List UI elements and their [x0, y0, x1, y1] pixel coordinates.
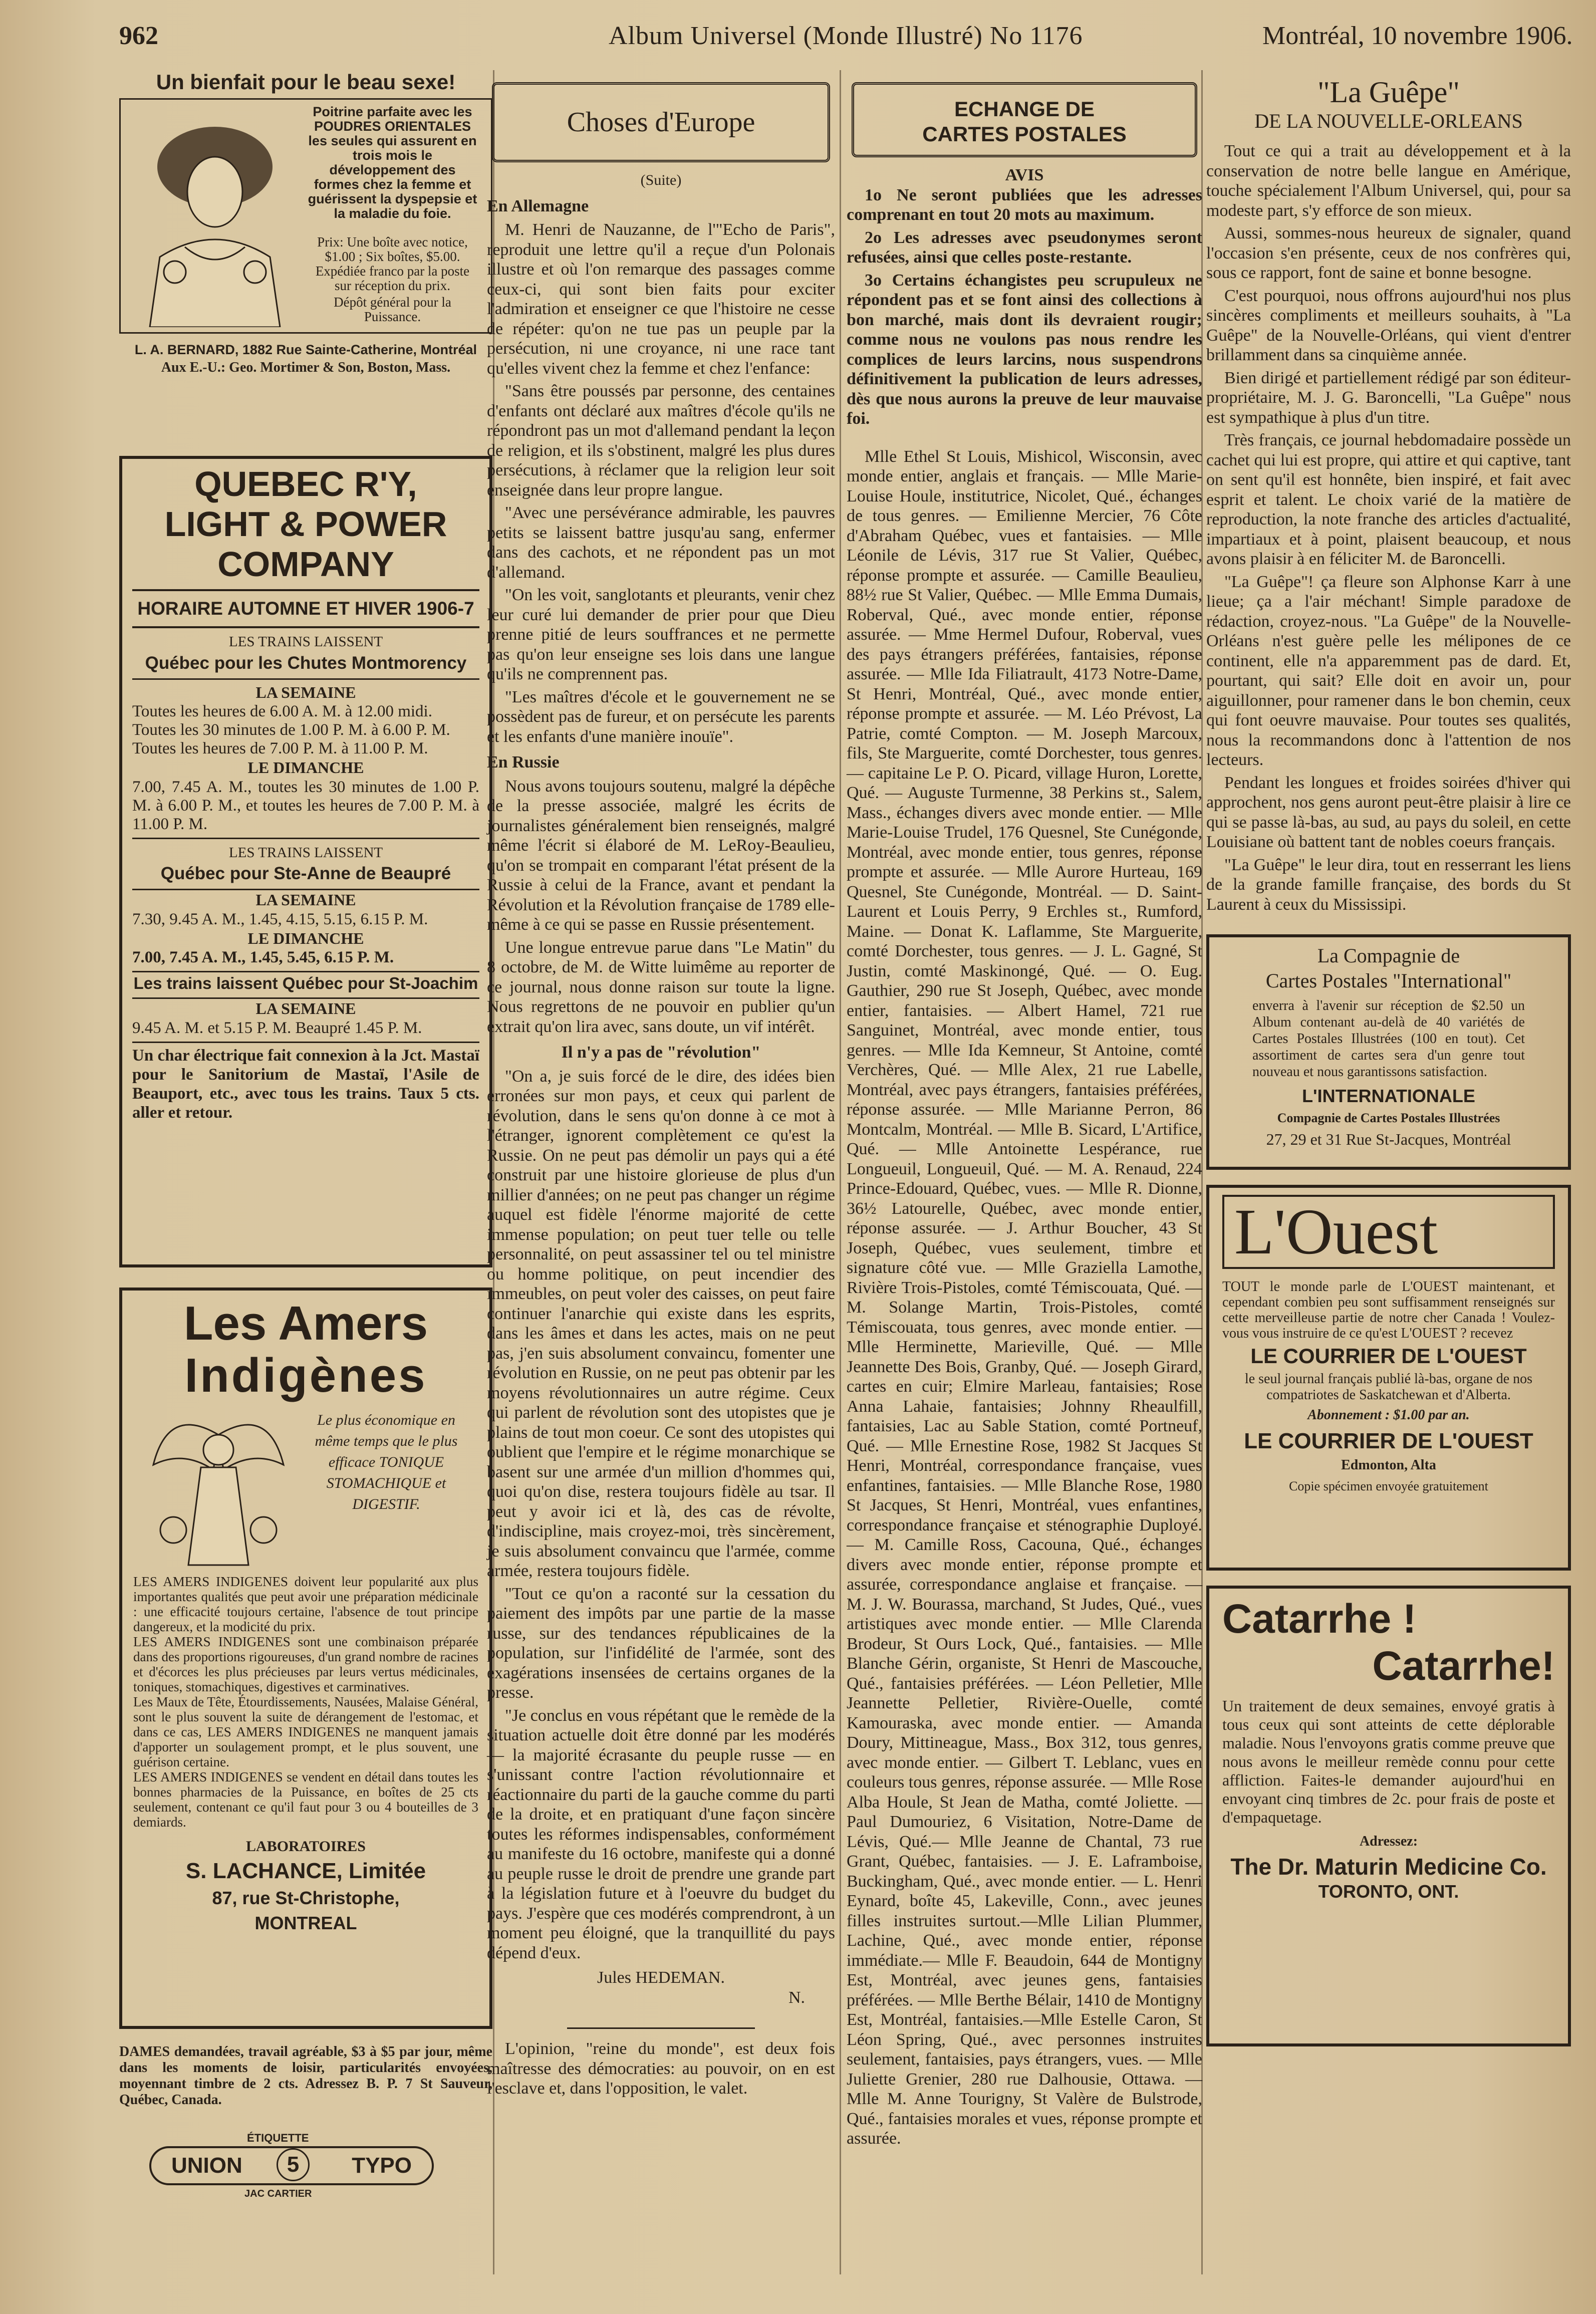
semaine-label: LA SEMAINE — [255, 891, 356, 909]
ouest-abonnement: Abonnement : $1.00 par an. — [1307, 1407, 1470, 1423]
cie-title-2: Cartes Postales "International" — [1265, 969, 1512, 992]
amers-company: S. LACHANCE, Limitée — [185, 1858, 426, 1883]
catarrhe-adressez: Adressez: — [1359, 1834, 1418, 1849]
ouest-text: TOUT le monde parle de L'OUEST maintenant, et cependant combien peu sont suffisamment renseignés sur cette merveilleuse partie de notre cher Canada ! Voulez-vous vous instruire de ce qu'est L'OUEST ? recevez — [1222, 1279, 1555, 1341]
amers-title-1: Les Amers — [183, 1297, 428, 1350]
paragraph: M. Henri de Nauzanne, de l'"Echo de Paris", reproduit une lettre qu'il a reçue d'un Polonais illustre et où l'on remarque des passages comme ceux-ci, qui sont bien faits pour exciter l'admiration et enseigner ce que l'histoire ne cesse de répéter: qu'on ne tue pas un peuple par la persécution, ni une croyance, ni une race tant qu'elles vivent chez la femme et chez l'enfance: — [487, 220, 835, 378]
column-la-guepe — [1206, 70, 1571, 2046]
ouest-ad — [1206, 1185, 1571, 1571]
schedule-line: Toutes les 30 minutes de 1.00 P. M. à 6.00 P. M. — [132, 721, 450, 739]
signature: Jules HEDEMAN. — [597, 1968, 725, 1987]
paragraph: Nous avons toujours soutenu, malgré la dépêche de la presse associée, malgré les écrits de journalistes généralement bien renseignés, malgré même l'écrit si élaboré de M. LeRoy-Beaulieu, qu'on se trompait en comparant l'état présent de la Russie à celui de la France, avant et pendant la Révolution et la Révolution française de 1789 elle-même à ce qui se passe en Russie présentement. — [487, 777, 835, 934]
union-label-left: UNION — [171, 2153, 242, 2178]
union-label-bottom: JAC CARTIER — [244, 2188, 312, 2199]
paragraph: Une longue entrevue parue dans "Le Matin" du 8 octobre, de M. de Witte luimême au reporter de ce journal, nous donne raison sur toute la ligne. Nous regrettons de ne pouvoir en publier qu'un extrait qu'on lira avec, sans doute, un vif intérêt. — [487, 938, 835, 1036]
amers-title-2: Indigènes — [184, 1349, 427, 1402]
bienfait-address: L. A. BERNARD, 1882 Rue Sainte-Catherine, Montréal — [134, 342, 477, 357]
signature: N. — [788, 1988, 805, 2007]
quebec-title-3: COMPANY — [132, 544, 479, 591]
union-label — [119, 2128, 492, 2203]
guepe-subtitle: DE LA NOUVELLE-ORLEANS — [1254, 110, 1523, 132]
schedule-line: Toutes les heures de 7.00 P. M. à 11.00 P. M. — [132, 739, 428, 757]
cie-address: 27, 29 et 31 Rue St-Jacques, Montréal — [1266, 1130, 1511, 1148]
cartes-title-1: ECHANGE DE — [954, 97, 1095, 121]
paragraph: Très français, ce journal hebdomadaire possède un cachet qui lui est propre, qui attire et qui captive, tant on sent qu'il est honnête, bien inspiré, et fait avec esprit et talent. Le choix varié de la matière de reproduction, la note franche des articles d'actualité, impartiaux et à point, plaisent beaucoup, et nous avons plaisir à en féliciter M. de Baroncelli. — [1206, 431, 1571, 568]
section-heading: Il n'y a pas de "révolution" — [561, 1043, 761, 1062]
bienfait-description: Poitrine parfaite avec les POUDRES ORIENTALES les seules qui assurent en trois mois le développement des formes chez la femme et guérissent la dyspepsie et la maladie du foie. — [308, 104, 477, 221]
column-rule — [840, 70, 841, 2274]
catarrhe-title-1: Catarrhe ! — [1222, 1596, 1417, 1642]
cie-name: L'INTERNATIONALE — [1302, 1086, 1475, 1106]
union-label-right: TYPO — [352, 2153, 412, 2178]
paragraph: "On a, je suis forcé de le dire, des idées bien erronées sur mon pays, et ceux qui parlent de révolution, dans le sens qu'on donne à ce mot à l'étranger, ignorent complètement ce qu'est la Russie. On ne peut pas démolir un pays qui a été construit par une histoire glorieuse de plus d'un millier d'années; on ne peut pas changer un régime auquel est fidèle l'énorme majorité de cette immense population; on peut tuer telle ou telle personnalité, on peut assassiner tel ou tel ministre ou homme politique, on peut incendier des immeubles, on peut voler des caisses, on peut faire continuer l'anarchie qui existe dans les esprits, dans les âmes et dans les actes, mais on ne peut pas, j'en suis absolument convaincu, fomenter une révolution en Russie, on ne peut pas obtenir par les moyens révolutionnaires un autre régime. Ceux qui parlent de révolution sont des utopistes que je plains de tout mon coeur. Ce sont des utopistes qui oublient que l'empire et le régime monarchique se basent sur une armée d'un million d'hommes qui, quoi qu'on dise, restera toujours fidèle au tsar. Il peut y avoir ici et là, des cas de révolte, d'indiscipline, mais croyez-moi, très sincèrement, je suis absolument convaincu que l'armée, comme armée, restera toujours fidèle. — [487, 1067, 835, 1580]
amers-paragraph: LES AMERS INDIGENES sont une combinaison préparée dans des proportions rigoureuses, d'un grand nombre de racines et d'écorces les plus précieuses par leurs vertus médicinales, toniques, stomachiques, digestives et carminatives. — [133, 1634, 478, 1694]
amers-lab: LABORATOIRES — [246, 1838, 366, 1855]
dimanche-label: LE DIMANCHE — [247, 758, 364, 777]
paragraph: "La Guêpe" le leur dira, tout en resserrant les liens de la grande famille française, des bords du St Laurent à ceux du Mississipi. — [1206, 855, 1571, 914]
exchange-listings: Mlle Ethel St Louis, Mishicol, Wisconsin, avec monde entier, anglais et français. — Mlle Marie-Louise Houle, institutrice, Nicolet, Qué., échanges de tous genres. — Emilienne Mercier, 76 Côte d'Abraham Québec, vues et fantaisies. — Mlle Léonile de Lévis, 317 rue St Valier, Québec, réponse prompte et assurée. — Camille Beaulieu, 88½ rue St Valier, Québec. — Mlle Emma Dumais, Roberval, Qué., avec monde entier, réponse assurée. — Mme Hermel Dufour, Roberval, vues des pays étrangers préférées, fantaisies, réponse assurée. — Mlle Ida Filiatrault, 4173 Notre-Dame, St Henri, Montréal, Qué., avec monde entier, réponse prompte et assurée. — M. Léo Prévost, La Patrie, comté Compton. — M. Joseph Marcoux, fils, Ste Marguerite, comté Dorchester, tous genres. — capitaine Le P. O. Picard, village Huron, Lorette, Qué. — Auguste Turmenne, 38 Perkins st., Salem, Mass., échanges divers avec monde entier. — Mlle Marie-Louise Trudel, 176 Quesnel, Ste Cunégonde, Montréal, avec monde entier, tous genres, réponse prompte et assurée. — Mlle Aurore Hurteau, 169 Quesnel, Ste Cunégonde, Montréal. — D. Saint-Laurent et Louis Perry, 9 Erchles st., Rumford, Maine. — Donat K. Laflamme, Ste Marguerite, comté Dorchester, tous genres. — J. L. Gagné, St Justin, comté Maskinongé, Qué. — O. Eug. Gauthier, 290 rue St Joseph, Québec, avec monde entier, fantaisies. — Albert Hamel, 721 rue Sanguinet, Montréal, avec monde entier, tous genres. — Mlle Ida Kemneur, St Antoine, comté Verchères, Qué. — Mlle Alex, 21 rue Labelle, Montréal, avec pays étrangers, fantaisies préférées, réponse assurée. — Mlle Marianne Perron, 86 Montcalm, Montréal. — Mlle B. Sicard, L'Artifice, Qué. — Mlle Antoinette Lespérance, rue Longueuil, Longueuil, Qué. — M. A. Renaud, 224 Prince-Edouard, Québec, vues. — Mlle R. Dionne, 36½ Latourelle, Québec, avec monde entier, réponse assurée. — J. Arthur Boucher, 43 St Joseph, Québec, vues seulement, timbre et signature côté vue. — Mlle Graziella Lamothe, Rivière Trois-Pistoles, comté Témiscouata, Qué. — M. Solange Martin, Trois-Pistoles, comté Témiscouata, tous genres, avec monde entier. — Mlle Herminette, Marieville, Qué. — Mlle Jeannette Des Bois, Granby, Qué. — Joseph Girard, cartes en cuir; Elmire Marleau, fantaisies; Rose Anna Lahaie, fantaisies; Johnny Rheaulfill, fantaisies, Lac au Sable Station, comté Portneuf, Qué. — Mlle Ernestine Rose, 1982 St Jacques St Henri, Montréal, correspondance française, vues enfantines, fantaisies. — Mlle Blanche Rose, 1980 St Jacques, St Henri, Montréal, vues enfantines, correspondance française et sténographie Duployé. — M. Camille Ross, Cacouna, Qué., échanges divers avec monde entier, réponse prompte et assurée, correspondance anglaise et française. — M. J. W. Bourassa, marchand, St Judes, Qué., vues artistiques avec monde entier. — Mlle Clarenda Brodeur, St Ours Lock, Qué., fantaisies. — Mlle Blanche Gérin, organiste, St Henri de Mascouche, Qué., fantaisies préférées. — Léon Pelletier, Mlle Jeannette Pelletier, Rivière-Ouelle, comté Kamouraska, avec monde entier. — Amanda Doury, Mittineague, Mass., Box 312, tous genres, avec monde entier. — Gilbert T. Leblanc, vues en couleurs tous genres, réponse assurée. — Mlle Rose Alba Houle, St Jean de Matha, comté Joliette. — Paul Dumouriez, 6 Visitation, Notre-Dame de Lévis, Qué.— Mlle Jeanne de Chantal, 73 rue Grant, Québec, fantaisies. — J. E. Laframboise, Buckingham, Qué., avec monde entier. — L. Henri Eynard, boîte 45, Lakeville, Conn., avec jeunes filles instruites surtout.—Mlle Lilian Plummer, Lachine, Qué., avec monde entier, réponse immédiate.— Mlle F. Beaudoin, 644 de Montigny Est, Montréal, avec jeunes gens, fantaisies préférées. — Mlle Berthe Bélair, 1410 de Montigny Est, Montréal, fantaisies.—Mlle Estelle Caron, St Léon Spring, Qué., avec personnes instruites seulement, fantaisies, pays étrangers, vues. — Mlle Juliette Grenier, 280 rue Dalhousie, Ottawa. — Mlle M. Anne Tourigny, St Valère de Bulstrode, Qué., fantaisies morales et vues, réponse prompte et assurée. — [847, 447, 1202, 2148]
dest-montmorency: Québec pour les Chutes Montmorency — [132, 652, 479, 680]
union-label-top: ÉTIQUETTE — [247, 2132, 309, 2144]
schedule-line: 7.00, 7.45 A. M., 1.45, 5.45, 6.15 P. M. — [132, 948, 479, 972]
issue-date: Montréal, 10 novembre 1906. — [1262, 22, 1573, 50]
publication-title: Album Universel (Monde Illustré) No 1176 — [609, 22, 1083, 50]
section-heading: En Russie — [487, 753, 560, 772]
catarrhe-title-2: Catarrhe! — [1372, 1643, 1555, 1689]
paragraph: C'est pourquoi, nous offrons aujourd'hui nos plus sincères compliments et meilleurs souhaits, à "La Guêpe" de la Nouvelle-Orléans, qui vient d'entrer brillamment dans sa cinquième année. — [1206, 286, 1571, 364]
amers-ad — [119, 1288, 492, 2029]
quebec-railway-ad — [119, 456, 492, 1267]
ouest-title: L'Ouest — [1222, 1195, 1555, 1269]
bienfait-box — [119, 98, 492, 334]
dest-st-joachim: Les trains laissent Québec pour St-Joachim — [132, 972, 479, 999]
quebec-footer: Un char électrique fait connexion à la Jct. Mastaï pour le Sanitorium de Mastaï, l'Asile de Beauport, etc., avec tous les trains. Taux 5 cts. aller et retour. — [132, 1046, 479, 1122]
paragraph: "Les maîtres d'école et le gouvernement ne se possèdent pas de fureur, et on persécute les parents et les enfants d'une manière inouïe". — [487, 687, 835, 746]
quebec-title-1: QUEBEC R'Y, — [194, 464, 417, 503]
bienfait-ad — [119, 70, 492, 411]
schedule-line: 9.45 A. M. et 5.15 P. M. Beaupré 1.45 P. M. — [132, 1019, 479, 1043]
quebec-horaire: HORAIRE AUTOMNE ET HIVER 1906-7 — [132, 591, 479, 628]
paragraph: Aussi, sommes-nous heureux de signaler, quand l'occasion s'en présente, ceux de nos confrères qui, sous ce rapport, font de saine et bonne besogne. — [1206, 224, 1571, 282]
schedule-line: Toutes les heures de 6.00 A. M. à 12.00 midi. — [132, 702, 432, 720]
section-heading: En Allemagne — [487, 196, 589, 215]
quebec-title-2: LIGHT & POWER — [164, 504, 447, 544]
article-suite: (Suite) — [640, 172, 682, 188]
amers-paragraph: LES AMERS INDIGENES doivent leur popularité aux plus importantes qualités que peut avoir une préparation médicinale : une efficacité toujours certaine, l'absence de tout principe dangereux, et la modicité du prix. — [133, 1574, 478, 1634]
schedule-line: 7.00, 7.45 A. M., toutes les 30 minutes de 1.00 P. M. à 6.00 P. M., et toutes les heures de 7.00 P. M. à 11.00 P. M. — [132, 778, 479, 839]
paragraph: "La Guêpe"! ça fleure son Alphonse Karr à une lieue; ça a l'air méchant! Simple paradoxe de rédaction, croyez-nous. "La Guêpe" de la Nouvelle-Orléans n'est guère pelle les mélipones de ce continent, elle n'a apparemment pas de dard. Et, pourtant, qui sait? Elle doit en avoir un, pour aiguillonner, pour ramener dans le bon chemin, ceux qui font oeuvre mauvaise. Pour toutes ses qualités, nous la recommandons donc à l'attention de nos lecteurs. — [1206, 572, 1571, 769]
ouest-name: LE COURRIER DE L'OUEST — [1250, 1344, 1527, 1368]
woman-portrait-icon — [130, 107, 300, 327]
international-ad — [1206, 934, 1571, 1170]
paragraph: L'opinion, "reine du monde", est deux fois maîtresse des démocraties: au pouvoir, on en est l'esclave et, dans l'opposition, le valet. — [487, 2039, 835, 2098]
avis-rule: 3o Certains échangistes peu scrupuleux ne répondent pas et se font ainsi des collections à bon marché, mais dont ils devraient rougir; comme nous ne voulons pas nous rendre les complices de leurs larcins, nous suspendrons définitivement la publication de leurs adresses, dès que nous aurons la preuve de leur mauvaise foi. — [847, 271, 1202, 428]
paragraph: Tout ce qui a trait au développement et à la conservation de notre belle langue en Amérique, touche spécialement l'Album Universel, qui, pour sa modeste part, s'y efforce de son mieux. — [1206, 142, 1571, 220]
amers-street: 87, rue St-Christophe, — [212, 1887, 400, 1908]
schedule-line: 7.30, 9.45 A. M., 1.45, 4.15, 5.15, 6.15 P. M. — [132, 910, 428, 928]
ouest-sub: le seul journal français publié là-bas, organe de nos compatriotes de Saskatchewan et d'Alberta. — [1244, 1371, 1533, 1403]
dimanche-label: LE DIMANCHE — [247, 929, 364, 947]
column-cartes-postales — [847, 70, 1202, 2152]
avis-rule: 1o Ne seront publiées que les adresses comprenant en tout 20 mots au maximum. — [847, 185, 1202, 224]
bienfait-price: Prix: Une boîte avec notice, $1.00 ; Six boîtes, $5.00. Expédiée franco par la poste sur réception du prix. — [315, 234, 470, 293]
catarrhe-company: The Dr. Maturin Medicine Co. — [1230, 1853, 1547, 1880]
trains-leave-2: LES TRAINS LAISSENT — [228, 844, 383, 861]
paragraph: Bien dirigé et partiellement rédigé par son éditeur-propriétaire, M. J. G. Baroncelli, "La Guêpe" nous est sympathique à plus d'un titre. — [1206, 368, 1571, 427]
cie-title-1: La Compagnie de — [1317, 944, 1460, 967]
catarrhe-city: TORONTO, ONT. — [1318, 1881, 1459, 1902]
amers-paragraph: Les Maux de Tête, Étourdissements, Nausées, Malaise Général, sont le plus souvent la suite de dérangement de l'estomac, et dans ce cas, LES AMERS INDIGENES ne manquent jamais d'apporter un soulagement prompt, et le plus souvent, une guérison certaine. — [133, 1694, 478, 1769]
paragraph: "On les voit, sanglotants et pleurants, venir chez leur curé lui demander de prier pour que Dieu prenne pitié de leurs souffrances et ne permette pas qu'on leur enseigne ses lois dans une langue qu'ils ne comprennent pas. — [487, 586, 835, 683]
ouest-city: Edmonton, Alta — [1341, 1457, 1436, 1473]
amers-paragraph: LES AMERS INDIGENES se vendent en détail dans toutes les bonnes pharmacies de la Puissance, en boîtes de 25 cts seulement, contenant ce qu'il faut pour 3 ou 4 bouteilles de 3 demiards. — [133, 1769, 478, 1830]
dest-ste-anne: Québec pour Ste-Anne de Beaupré — [132, 863, 479, 890]
amers-city: MONTREAL — [254, 1912, 357, 1933]
ouest-specimen: Copie spécimen envoyée gratuitement — [1289, 1478, 1488, 1493]
divider — [567, 2027, 755, 2029]
paragraph: "Tout ce qu'on a raconté sur la cessation du paiement des impôts par une partie de la masse russe, sur des tendances républicaines de la population, sur l'infidélité de l'armée, sont des exagérations insensées de certains organes de la presse. — [487, 1584, 835, 1702]
cartes-title-box — [852, 82, 1197, 157]
avis-heading: AVIS — [1005, 166, 1044, 184]
ouest-name-2: LE COURRIER DE L'OUEST — [1244, 1429, 1533, 1453]
paragraph: "Je conclus en vous répétant que le remède de la situation actuelle doit être donné par les modérés — la majorité écrasante du peuple russe — en s'unissant contre l'action révolutionnaire et réactionnaire du parti de la gauche comme du parti de la droite, et en pratiquant d'une façon sincère toutes les réformes indispensables, conformément au manifeste du 16 octobre, manifeste qui a donné au peuple russe le droit de prendre une grande part à la législation future et à l'oeuvre du budget du pays. J'espère que ces modérés comprendront, à un moment peu éloigné, que la tranquillité du pays dépend d'eux. — [487, 1706, 835, 1962]
page-header — [0, 21, 1596, 61]
catarrhe-ad — [1206, 1586, 1571, 2046]
angel-with-flowers-icon — [138, 1405, 299, 1570]
cie-text: enverra à l'avenir sur réception de $2.50 un Album contenant au-delà de 40 variétés de Cartes Postales Illustrées (100 en tout). Cet assortiment de cartes sera d'un genre tout nouveau et nous garantissons satisfaction. — [1252, 998, 1525, 1080]
cartes-title-2: CARTES POSTALES — [922, 122, 1127, 146]
column-choses-europe — [487, 70, 835, 2102]
dames-classified: DAMES demandées, travail agréable, $3 à $5 par jour, même dans les moments de loisir, particularités envoyées, moyennant timbre de 2 cts. Adressez B. P. 7 St Sauveur, Québec, Canada. — [119, 2044, 492, 2108]
union-label-number: 5 — [277, 2148, 310, 2181]
bienfait-title: Un bienfait pour le beau sexe! — [156, 70, 456, 94]
bienfait-us-agent: Aux E.-U.: Geo. Mortimer & Son, Boston, Mass. — [161, 360, 451, 375]
paragraph: Pendant les longues et froides soirées d'hiver qui approchent, nos gens auront peut-être plaisir à lire ce qui se passe là-bas, au sud, au pays du soleil, en cette Louisiane où battent tant de nobles coeurs français. — [1206, 773, 1571, 851]
column-ads — [119, 70, 492, 2203]
paragraph: "Avec une persévérance admirable, les pauvres petits se laissent battre jusqu'au sang, enfermer dans des cachots, et ne répondent pas un mot d'allemand. — [487, 503, 835, 582]
semaine-label: LA SEMAINE — [255, 999, 356, 1017]
trains-leave-1: LES TRAINS LAISSENT — [228, 634, 383, 650]
guepe-title: "La Guêpe" — [1317, 76, 1460, 109]
union-label-body — [149, 2146, 434, 2185]
article-title: Choses d'Europe — [492, 82, 830, 162]
amers-tagline: Le plus économique en même temps que le plus efficace TONIQUE STOMACHIQUE et DIGESTIF. — [315, 1412, 458, 1512]
avis-rule: 2o Les adresses avec pseudonymes seront refusées, ainsi que celles poste-restante. — [847, 228, 1202, 267]
paragraph: "Sans être poussés par personne, des centaines d'enfants ont déclaré aux maîtres d'école qu'ils ne répondront pas un mot d'allemand pendant la leçon de religion, et ils s'obstinent, malgré les plus dures persécutions, à réclamer que la religion leur soit enseignée dans leur propre langue. — [487, 382, 835, 499]
cie-sub: Compagnie de Cartes Postales Illustrées — [1277, 1111, 1500, 1125]
catarrhe-text: Un traitement de deux semaines, envoyé gratis à tous ceux qui sont atteints de cette déplorable maladie. Nous l'envoyons gratis comme preuve que nous avons le meilleur remède connu pour cette affliction. Faites-le demander aujourd'hui en envoyant cinq timbres de 2c. pour frais de poste et d'empaquetage. — [1222, 1697, 1555, 1826]
page-number: 962 — [119, 22, 158, 50]
semaine-label: LA SEMAINE — [255, 683, 356, 701]
bienfait-depot: Dépôt général pour la Puissance. — [334, 295, 451, 324]
